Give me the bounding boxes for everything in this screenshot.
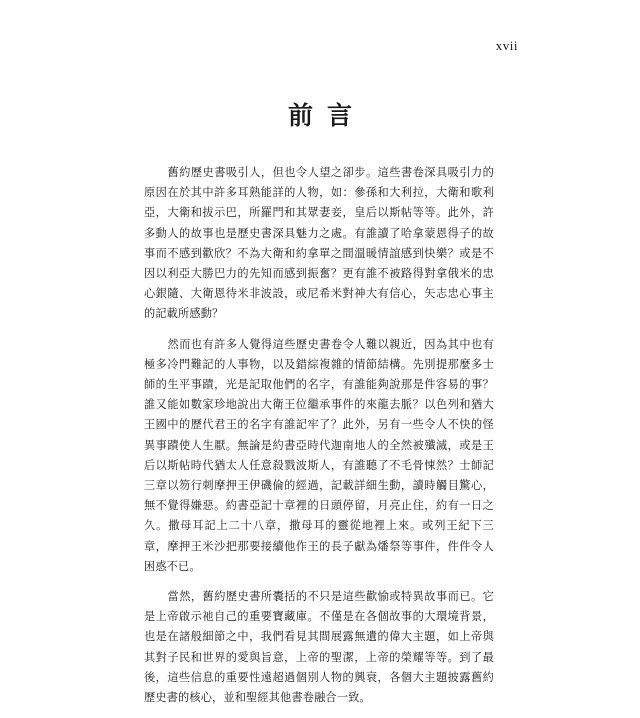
paragraph-2: 然而也有許多人覺得這些歷史書卷令人難以親近，因為其中也有極多冷門難記的人事物，以及錯綜複雜的情節結構。先別提那麼多士師的生平事蹟，光是記取他們的名字，有誰能夠說那是件容易的事？誰又能如數家珍地說出大衛王位繼承事件的來龍去脈？以色列和猶大王國中的歷代君王的名字有誰記牢了？此外，另有一些令人不快的怪異事蹟使人生厭。無論是約書亞時代迦南地人的全然被殲滅，或是王后以斯帖時代猶太人任意殺戮波斯人，有誰聽了不毛骨悚然？士師記三章以笏行刺摩押王伊磯倫的經過，記載詳細生動，讀時觸目驚心，無不覺得嫌惡。約書亞記十章裡的日頭停留，月亮止住，約有一日之久。撒母耳記上二十八章，撒母耳的靈從地裡上來。或列王紀下三章，摩押王米沙把那要接續他作王的長子獻為燔祭等事件，件件令人困惑不已。 <box>144 337 494 573</box>
paragraph-3: 當然，舊約歷史書所囊括的不只是這些歡愉或特異故事而已。它是上帝啟示祂自己的重要寶藏庫。不僅是在各個故事的大環境背景，也是在諸般細節之中，我們看見其間展露無遺的偉大主題，如上帝與其對子民和世界的愛與旨意，上帝的聖潔，上帝的榮耀等等。到了最後，這些信息的重要性遠超過個別人物的興衰，各個大主題披露舊約歷史書的核心，並和聖經其他書卷融合一致。 <box>144 590 494 705</box>
paragraph-1: 舊約歷史書吸引人，但也令人望之卻步。這些書卷深具吸引力的原因在於其中許多耳熟能詳的人物，如：參孫和大利拉，大衛和歌利亞，大衛和拔示巴，所羅門和其眾妻妾，皇后以斯帖等等。此外，許多動人的故事也是歷史書深具魅力之處。有誰讀了哈拿蒙恩得子的故事而不感到歡欣？不為大衛和約拿單之間溫暖情誼感到快樂？或是不因以利亞大勝巴力的先知而感到振奮？更有誰不被路得對拿俄米的忠心銀隨、大衛恩待米非波設，或尼希米對神大有信心，矢志忠心事主的記載所感動？ <box>144 166 494 321</box>
chapter-title: 前言 <box>287 101 366 130</box>
body-text <box>144 163 494 718</box>
page-number: xvii <box>495 38 518 53</box>
